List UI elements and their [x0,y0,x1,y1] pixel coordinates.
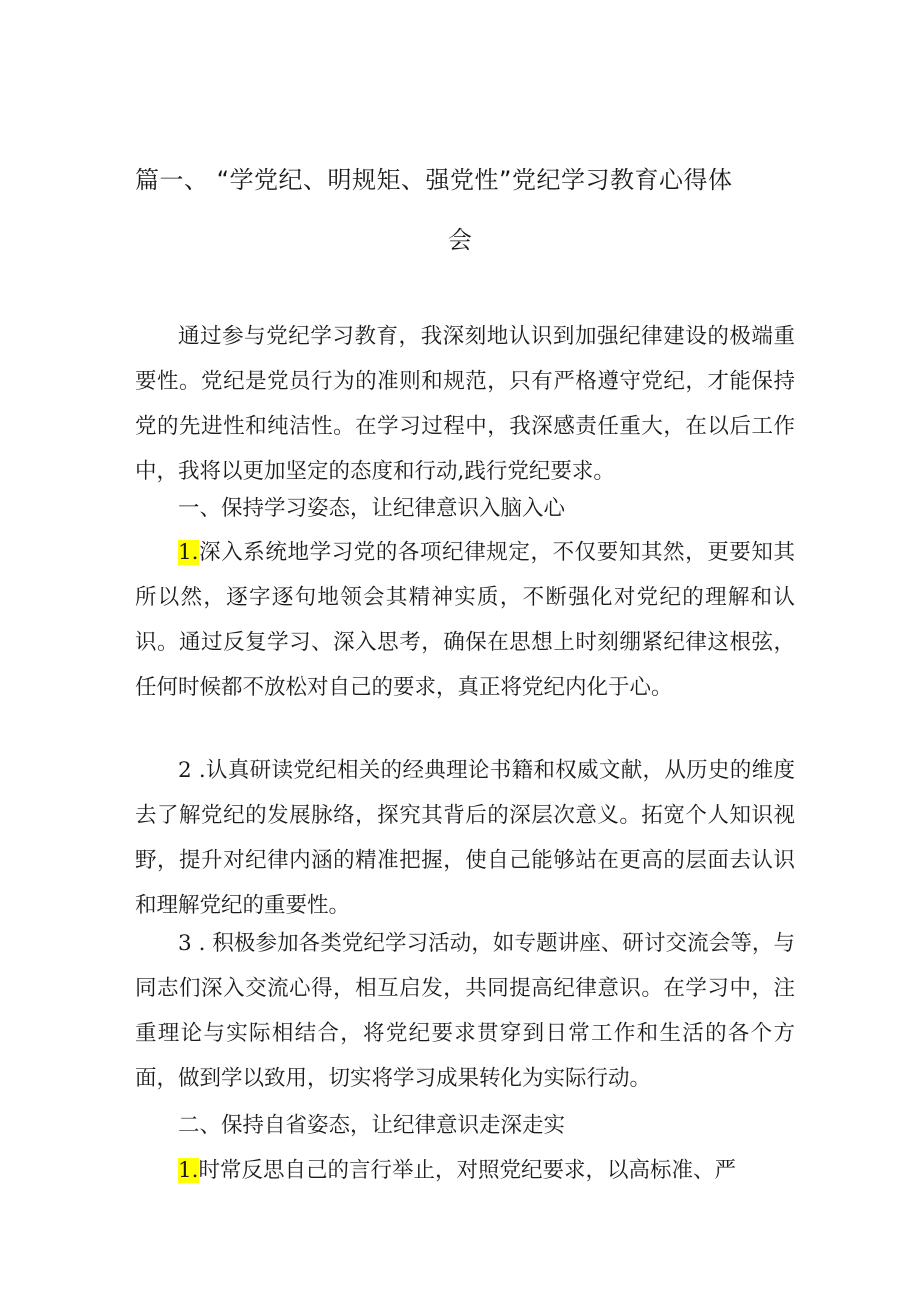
section-1-item-3: 3 . 积极参加各类党纪学习活动，如专题讲座、研讨交流会等，与同志们深入交流心得，相互启发，共同提高纪律意识。在学习中，注重理论与实际相结合，将党纪要求贯穿到日常工作和生活的各个方面，做到学以致用，切实将学习成果转化为实际行动。 [135,931,795,1091]
section-1-item-1 [135,530,795,710]
section-1-heading: 一、保持学习姿态，让纪律意识入脑入心 [178,496,566,521]
intro-paragraph: 通过参与党纪学习教育，我深刻地认识到加强纪律建设的极端重要性。党纪是党员行为的准则和规范，只有严格遵守党纪，才能保持党的先进性和纯洁性。在学习过程中，我深感责任重大，在以后工作中，我将以更加坚定的态度和行动,践行党纪要求。 [135,324,795,484]
section-1-item-2: 2 .认真研读党纪相关的经典理论书籍和权威文献，从历史的维度去了解党纪的发展脉络，探究其背后的深层次意义。拓宽个人知识视野，提升对纪律内涵的精准把握，使自己能够站在更高的层面去认识和理解党纪的重要性。 [135,758,795,918]
item-number-highlight: 1. [178,1158,199,1183]
section-2-item-1 [135,1148,795,1193]
item-number-highlight: 1. [178,540,199,565]
section-2-item-1-text: 时常反思自己的言行举止，对照党纪要求，以高标准、严 [198,1158,737,1183]
section-2-heading: 二、保持自省姿态，让纪律意识走深走实 [178,1113,566,1138]
document-title-line-2: 会 [448,226,472,254]
document-title-line-1: 篇一、 “学党纪、明规矩、强党性”党纪学习教育心得体 [135,166,733,194]
section-1-item-1-text: 深入系统地学习党的各项纪律规定，不仅要知其然，更要知其所以然，逐字逐句地领会其精神实质，不断强化对党纪的理解和认识。通过反复学习、深入思考，确保在思想上时刻绷紧纪律这根弦，任何时候都不放松对自己的要求，真正将党纪内化于心。 [135,540,795,700]
